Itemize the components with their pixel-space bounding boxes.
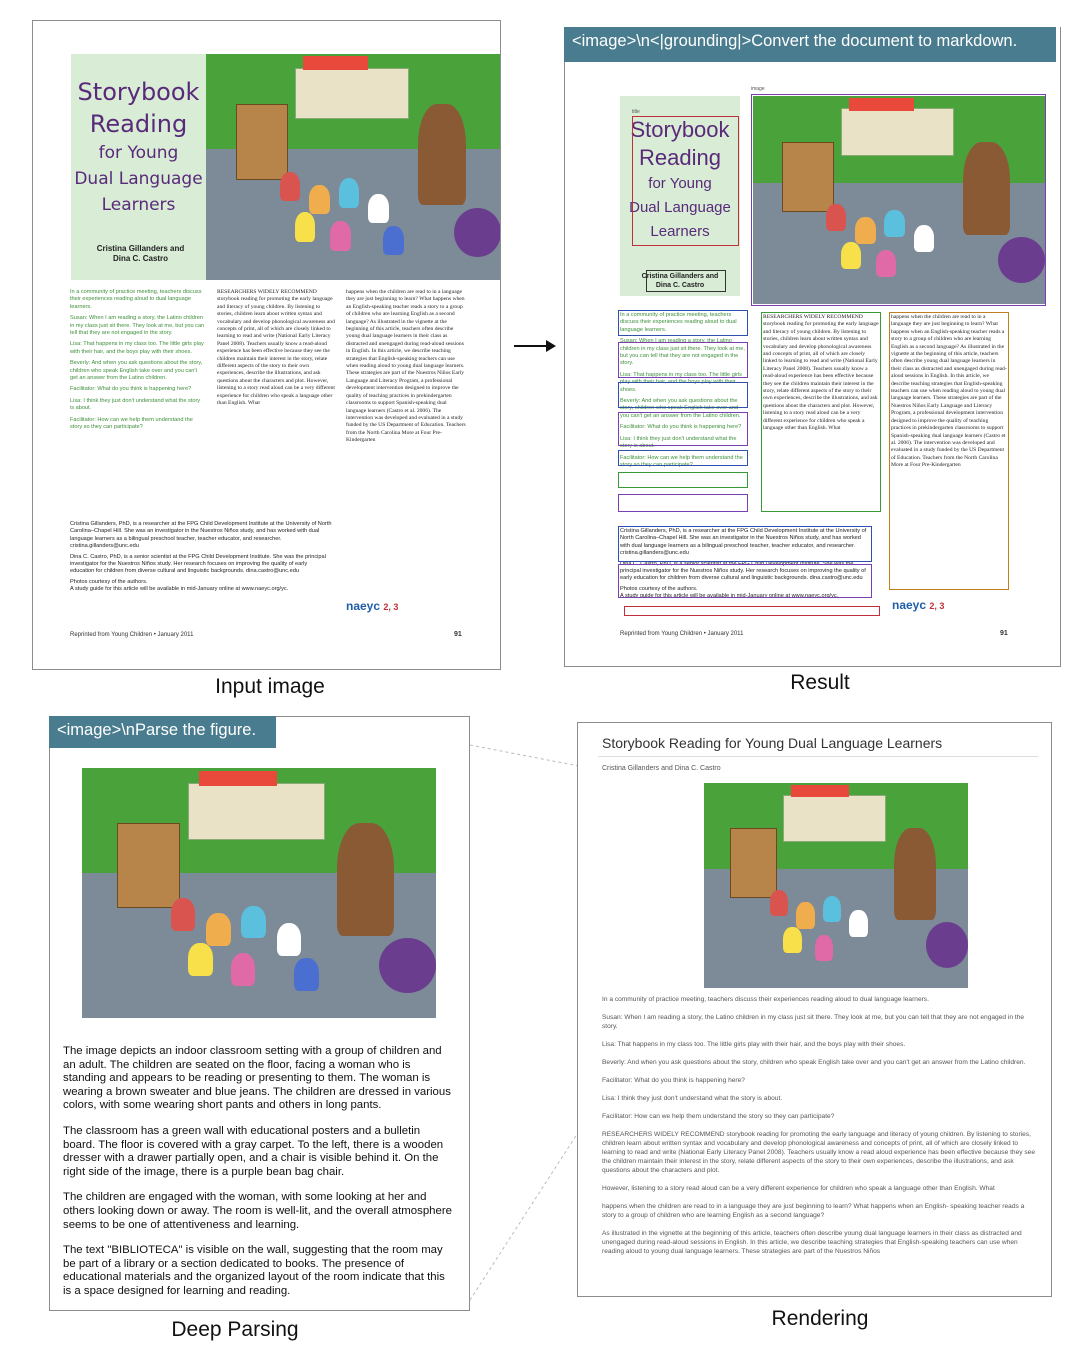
- intro-column: In a community of practice meeting, teachers discuss their experiences reading aloud to dual language learners. Susan: When I am reading a story, the Latino children in my class just sit there. They look at me, but you can tell that they are not engaged in the story. Lisa: That happens in my class too. The little girls play with their hair, and the boys play with their shoes. Beverly: And when you ask questions about the story, children who speak English take over and you can't get an answer from the Latino children. Facilitator: What do you think is happening here? Lisa: I think they just don't understand what the story is about. Facilitator: How can we help them understand the story so they can participate?: [70, 289, 205, 431]
- bbox-title-label: title: [632, 109, 640, 115]
- bbox-image-label: image: [751, 86, 765, 92]
- rendering-title-rule: [598, 756, 1038, 757]
- body-column-3: happens when the children are read to in a language they are just beginning to learn? What happens when an English-speaking teacher reads a story to a group of children who are learning English as a second language? As illustrated in the vignette at the beginning of this article, teachers often describe young dual language learners in their class as distracted and unengaged during read-aloud sessions in English. In this article, we describe teaching strategies that English-speaking teachers can use when reading aloud to young dual language learners. These strategies are part of the Nuestros Niños Early Language and Literacy Program, a professional development intervention designed to improve the quality of teaching practices in prekindergarten classrooms to support Spanish-speaking dual language learners (Castro et al. 2006). The intervention was developed and evaluated in a study funded by the US Department of Education. Teachers from the North Carolina More at Four Pre-Kindergarten: [346, 289, 466, 444]
- result-body-column-2: RESEARCHERS WIDELY RECOMMEND storybook reading for promoting the early language and literacy of young children. By listening to stories, children learn about written syntax and vocabulary and develop phonological awareness and concepts of print, all of which are closely linked to learning to read and write (National Early Literacy Panel 2008). Teachers usually know a read-aloud experience has been effective because they see the children maintain their interest in the story, relate different aspects of the story to their own experiences, describe the illustrations, and ask questions about the characters and plot. However, listening to a story read aloud can be a very different experience for children who speak a language other than English. What: [763, 314, 879, 432]
- body-column-2: RESEARCHERS WIDELY RECOMMEND storybook reading for promoting the early language and literacy of young children. By listening to stories, children learn about written syntax and vocabulary and develop phonological awareness and concepts of print, all of which are closely linked to learning to read and write (National Early Literacy Panel 2008). Teachers usually know a read-aloud experience has been effective because they see the children maintain their interest in the story, relate different aspects of the story to their own experiences, describe the illustrations, and ask questions about the characters and plot. However, listening to a story read aloud can be a very different experience for children who speak a language other than English. What: [217, 289, 335, 407]
- result-page-number: 91: [1000, 630, 1008, 637]
- rendering-body: In a community of practice meeting, teachers discuss their experiences reading aloud to dual language learners. Susan: When I am reading a story, the Latino children in my class just sit there. They look at me, but you can tell that they are not engaged in the story. Lisa: That happens in my class too. The little girls play with their hair, and the boys play with their shoes. Beverly: And when you ask questions about the story, children who speak English take over and you can't get an answer from the Latino children. Facilitator: What do you think is happening here? Lisa: I think they just don't understand what the story is about. Facilitator: How can we help them understand the story so they can participate? RESEARCHERS WIDELY RECOMMEND storybook reading for promoting the early language and literacy of young children. By listening to stories, children learn about written syntax and vocabulary and develop phonological awareness and concepts of print, all of which are closely linked to learning to read and write (National Early Literacy Panel 2008). Teachers usually know a read aloud experience has been effective because they see the children maintain their interest in the story, relate different aspects of the story to their own experiences, describe the illustrations, and ask questions about the characters and plot. However, listening to a story read aloud can be a very different experience for children who speak a language other than English. What happens when the children are read to in a language they are just beginning to learn? What happens when an English- speaking teacher reads a story to a group of children who are learning English as a second language? As illustrated in the vignette at the beginning of this article, teachers often describe young dual language learners in their class as distracted and unengaged during read-aloud sessions in English. In this article, we describe teaching strategies that English-speaking teachers can use when reading aloud to young dual language learners. These strategies are part of the Nuestros Niños: [602, 996, 1036, 1255]
- caption-result: Result: [790, 671, 850, 694]
- result-prompt: <image>\n<|grounding|>Convert the document to markdown.: [564, 27, 1056, 62]
- result-naeyc-logo: naeyc 2, 3: [892, 598, 945, 612]
- result-author-bios: Cristina Gillanders, PhD, is a researcher at the FPG Child Development Institute at the University of North Carolina–Chapel Hill. She was an investigator in the Nuestros Niños study, and has worked with dual language learners as a bilingual preschool teacher, teacher educator, and researcher. cristina.gillanders@unc.edu Dina C. Castro, PhD, is a senior scientist at the FPG Child Development Institute. She was the principal investigator for the Nuestros Niños study. Her research focuses on improving the quality of early education for children from diverse cultural and linguistic backgrounds. dina.castro@unc.edu Photos courtesy of the authors. A study guide for this article will be available in mid-January online at www.naeyc.org/yc.: [620, 528, 867, 600]
- caption-deep-parsing: Deep Parsing: [171, 1318, 299, 1341]
- rendering-authors: Cristina Gillanders and Dina C. Castro: [602, 765, 721, 772]
- figure-description: The image depicts an indoor classroom setting with a group of children and an adult. The children are seated on the floor, facing a woman who is standing and appears to be reading or presenting to them. The woman is wearing a brown sweater and blue jeans. The children are dressed in various colors, with some wearing short pants and others in long pants. The classroom has a green wall with educational posters and a bulletin board. The floor is covered with a gray carpet. To the left, there is a wooden dresser with a drawer partially open, and a chair is visible behind it. On the right side of the image, there is a purple bean bag chair. The children are engaged with the woman, with some looking at her and others looking down or away. The room is well-lit, and the overall atmosphere seems to be one of attentiveness and learning. The text "BIBLIOTECA" is visible on the wall, suggesting that the room may be part of a library or a section dedicated to books. The presence of educational materials and the organized layout of the room indicate that this is a space designed for learning and reading.: [63, 1045, 452, 1297]
- deep-prompt: <image>\nParse the figure.: [49, 716, 276, 748]
- footer-left: Reprinted from Young Children • January 2011: [70, 632, 194, 638]
- caption-input-image: Input image: [215, 675, 325, 698]
- rendering-classroom-photo: [704, 783, 968, 988]
- result-body-column-3: happens when the children are read to in a language they are just beginning to learn? What happens when an English-speaking teacher reads a story to a group of children who are learning English as a second language? As illustrated in the vignette at the beginning of this article, teachers often describe young dual language learners in their class as distracted and unengaged during read-aloud sessions in English. In this article, we describe teaching strategies that English-speaking teachers can use when reading aloud to young dual language learners. These strategies are part of the Nuestros Niños Early Language and Literacy Program, a professional development intervention designed to improve the quality of teaching practices in prekindergarten classrooms to support Spanish-speaking dual language learners (Castro et al. 2006). The intervention was developed and evaluated in a study funded by the US Department of Education. Teachers from the North Carolina More at Four Pre-Kindergarten: [891, 314, 1007, 469]
- result-intro-column: In a community of practice meeting, teachers discuss their experiences reading aloud to dual language learners. Susan: When I am reading a story, the Latino children in my class just sit there. They look at me, but you can tell that they are not engaged in the story. Lisa: That happens in my class too. The little girls play with their hair, and the boys play with their shoes. Beverly: And when you ask questions about the story, children who speak English take over and you can't get an answer from the Latino children. Facilitator: What do you think is happening here? Lisa: I think they just don't understand what the story is about. Facilitator: How can we help them understand the story so they can participate?: [620, 312, 745, 468]
- rendering-title: Storybook Reading for Young Dual Language Learners: [602, 735, 943, 751]
- page-number: 91: [454, 631, 462, 638]
- rendering-panel: [577, 722, 1052, 1297]
- author-bios: Cristina Gillanders, PhD, is a researcher at the FPG Child Development Institute at the University of North Carolina–Chapel Hill. She was an investigator in the Nuestros Niños study, and has worked with dual language learners as a bilingual preschool teacher, teacher educator, and researcher. cristina.gillanders@unc.edu Dina C. Castro, PhD, is a senior scientist at the FPG Child Development Institute. She was the principal investigator for the Nuestros Niños study. Her research focuses on improving the quality of early education for children from diverse cultural and linguistic backgrounds. dina.castro@unc.edu Photos courtesy of the authors. A study guide for this article will be available in mid-January online at www.naeyc.org/yc.: [70, 521, 332, 593]
- result-title-block: Storybook Reading for Young Dual Language Learners Cristina Gillanders and Dina C. Castro: [620, 96, 740, 296]
- result-footer-left: Reprinted from Young Children • January 2011: [620, 631, 744, 637]
- naeyc-logo: naeyc 2, 3: [346, 599, 399, 613]
- article-authors: Cristina Gillanders and Dina C. Castro: [96, 244, 185, 263]
- caption-rendering: Rendering: [771, 1307, 869, 1330]
- article-title: Storybook Reading for Young Dual Language Learners: [74, 78, 203, 215]
